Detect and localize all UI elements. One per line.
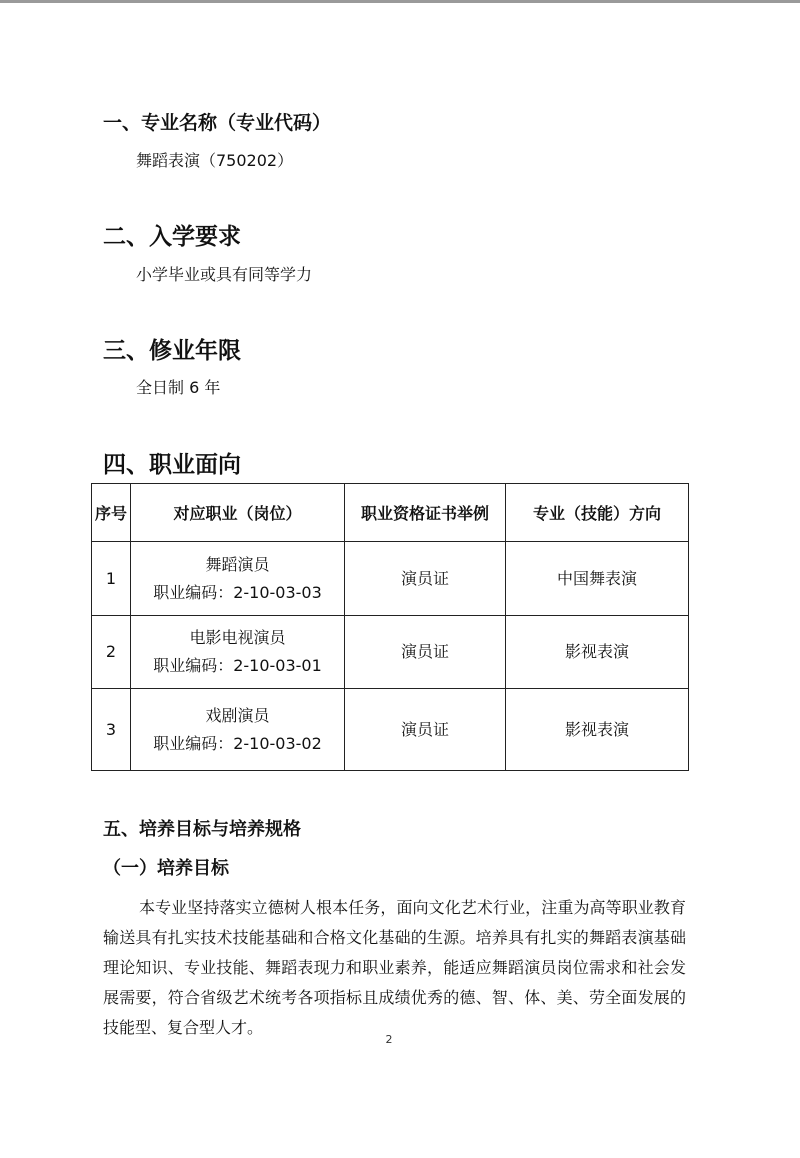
- table-row: [92, 689, 689, 771]
- row-certificate: 演员证: [345, 689, 506, 771]
- section-2-heading: 二、入学要求: [103, 224, 241, 250]
- table-row: [92, 616, 689, 689]
- header-number: 序号: [92, 484, 131, 542]
- row-occupation: [131, 542, 345, 616]
- admission-text: 小学毕业或具有同等学力: [136, 265, 313, 284]
- row-direction: 中国舞表演: [506, 542, 689, 616]
- row-number: 2: [92, 616, 131, 689]
- row-direction: 影视表演: [506, 616, 689, 689]
- row-number: 1: [92, 542, 131, 616]
- header-occupation: 对应职业（岗位）: [131, 484, 345, 542]
- table-row: [92, 542, 689, 616]
- row-number: 3: [92, 689, 131, 771]
- occupation-name: 电影电视演员: [189, 628, 286, 647]
- training-objective-heading: （一）培养目标: [103, 858, 229, 879]
- section-3-heading: 三、修业年限: [103, 338, 241, 364]
- header-direction: 专业（技能）方向: [506, 484, 689, 542]
- occupation-code: 职业编码：2-10-03-02: [153, 733, 322, 753]
- major-name-text: 舞蹈表演（750202）: [136, 151, 294, 170]
- row-occupation: [131, 689, 345, 771]
- career-table: [91, 483, 689, 771]
- section-1-heading: 一、专业名称（专业代码）: [103, 112, 332, 134]
- study-duration-text: 全日制 6 年: [136, 378, 221, 397]
- page-top-border: [0, 0, 800, 3]
- section-5-heading: 五、培养目标与培养规格: [103, 819, 301, 840]
- occupation-name: 舞蹈演员: [205, 554, 270, 574]
- row-certificate: 演员证: [345, 616, 506, 689]
- section-4-heading: 四、职业面向: [103, 452, 241, 478]
- occupation-code: 职业编码：2-10-03-03: [153, 582, 322, 602]
- occupation-code: 职业编码：2-10-03-01: [153, 656, 322, 675]
- table-header-row: [92, 484, 689, 542]
- row-certificate: 演员证: [345, 542, 506, 616]
- header-certificate: 职业资格证书举例: [345, 484, 506, 542]
- training-objective-paragraph: 本专业坚持落实立德树人根本任务，面向文化艺术行业，注重为高等职业教育输送具有扎实技术技能基础和合格文化基础的生源。培养具有扎实的舞蹈表演基础理论知识、专业技能、舞蹈表现力和职业素养，能适应舞蹈演员岗位需求和社会发展需要，符合省级艺术统考各项指标且成绩优秀的德、智、体、美、劳全面发展的技能型、复合型人才。: [103, 898, 686, 1037]
- occupation-name: 戏剧演员: [205, 705, 270, 725]
- row-occupation: [131, 616, 345, 689]
- row-direction: 影视表演: [506, 689, 689, 771]
- page-number: 2: [385, 1033, 393, 1046]
